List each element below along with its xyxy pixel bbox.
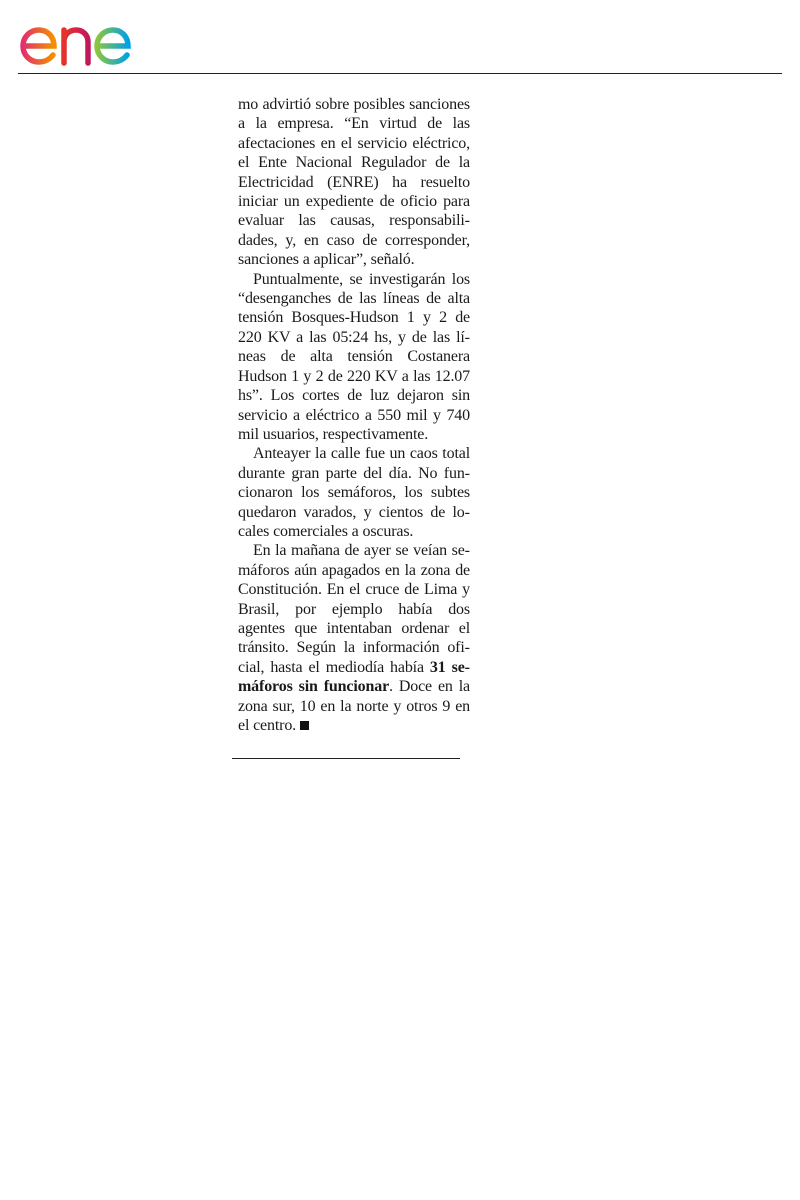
article-end-rule	[232, 758, 460, 759]
paragraph-4-highlight: 31 semáforos sin funcionar	[238, 658, 470, 696]
header-rule	[18, 73, 782, 74]
paragraph-4-text-start: En la mañana de ayer se veían semáforos aún apagados en la zona de Constitución. En el cruce de Lima y Brasil, por ejemplo había dos agentes que intentaban ordenar el tránsito. Según la información oficial, hasta el mediodía había	[238, 542, 470, 676]
article-paragraph-1: mo advirtió sobre posibles sanciones a la empresa. “En virtud de las afectaciones en el servicio eléctrico, el Ente Nacional Regulador de la Electricidad (ENRE) ha resuelto iniciar un expediente de oficio para evaluar las causas, responsabilidades, y, en caso de corresponder, sanciones a aplicar”, señaló.	[238, 96, 470, 269]
paragraph-4-text-end: . Doce en la zona sur, 10 en la norte y otros 9 en el centro.	[238, 678, 470, 734]
article-paragraph-2: Puntualmente, se investigarán los “desenganches de las líneas de alta tensión Bosques-Hudson 1 y 2 de 220 KV a las 05:24 hs, y de las líneas de alta tensión Costanera Hudson 1 y 2 de 220 KV a las 12.07 hs”. Los cortes de luz dejaron sin servicio a eléctrico a 550 mil y 740 mil usuarios, respectivamente.	[238, 270, 470, 443]
article-body	[238, 95, 470, 735]
enel-logo	[18, 10, 170, 68]
header	[0, 0, 800, 76]
article-paragraph-3: Anteayer la calle fue un caos total durante gran parte del día. No funcionaron los semáforos, los subtes quedaron varados, y cientos de locales comerciales a oscuras.	[238, 445, 470, 540]
article-paragraph-4	[238, 541, 470, 735]
end-of-article-mark	[300, 721, 309, 730]
